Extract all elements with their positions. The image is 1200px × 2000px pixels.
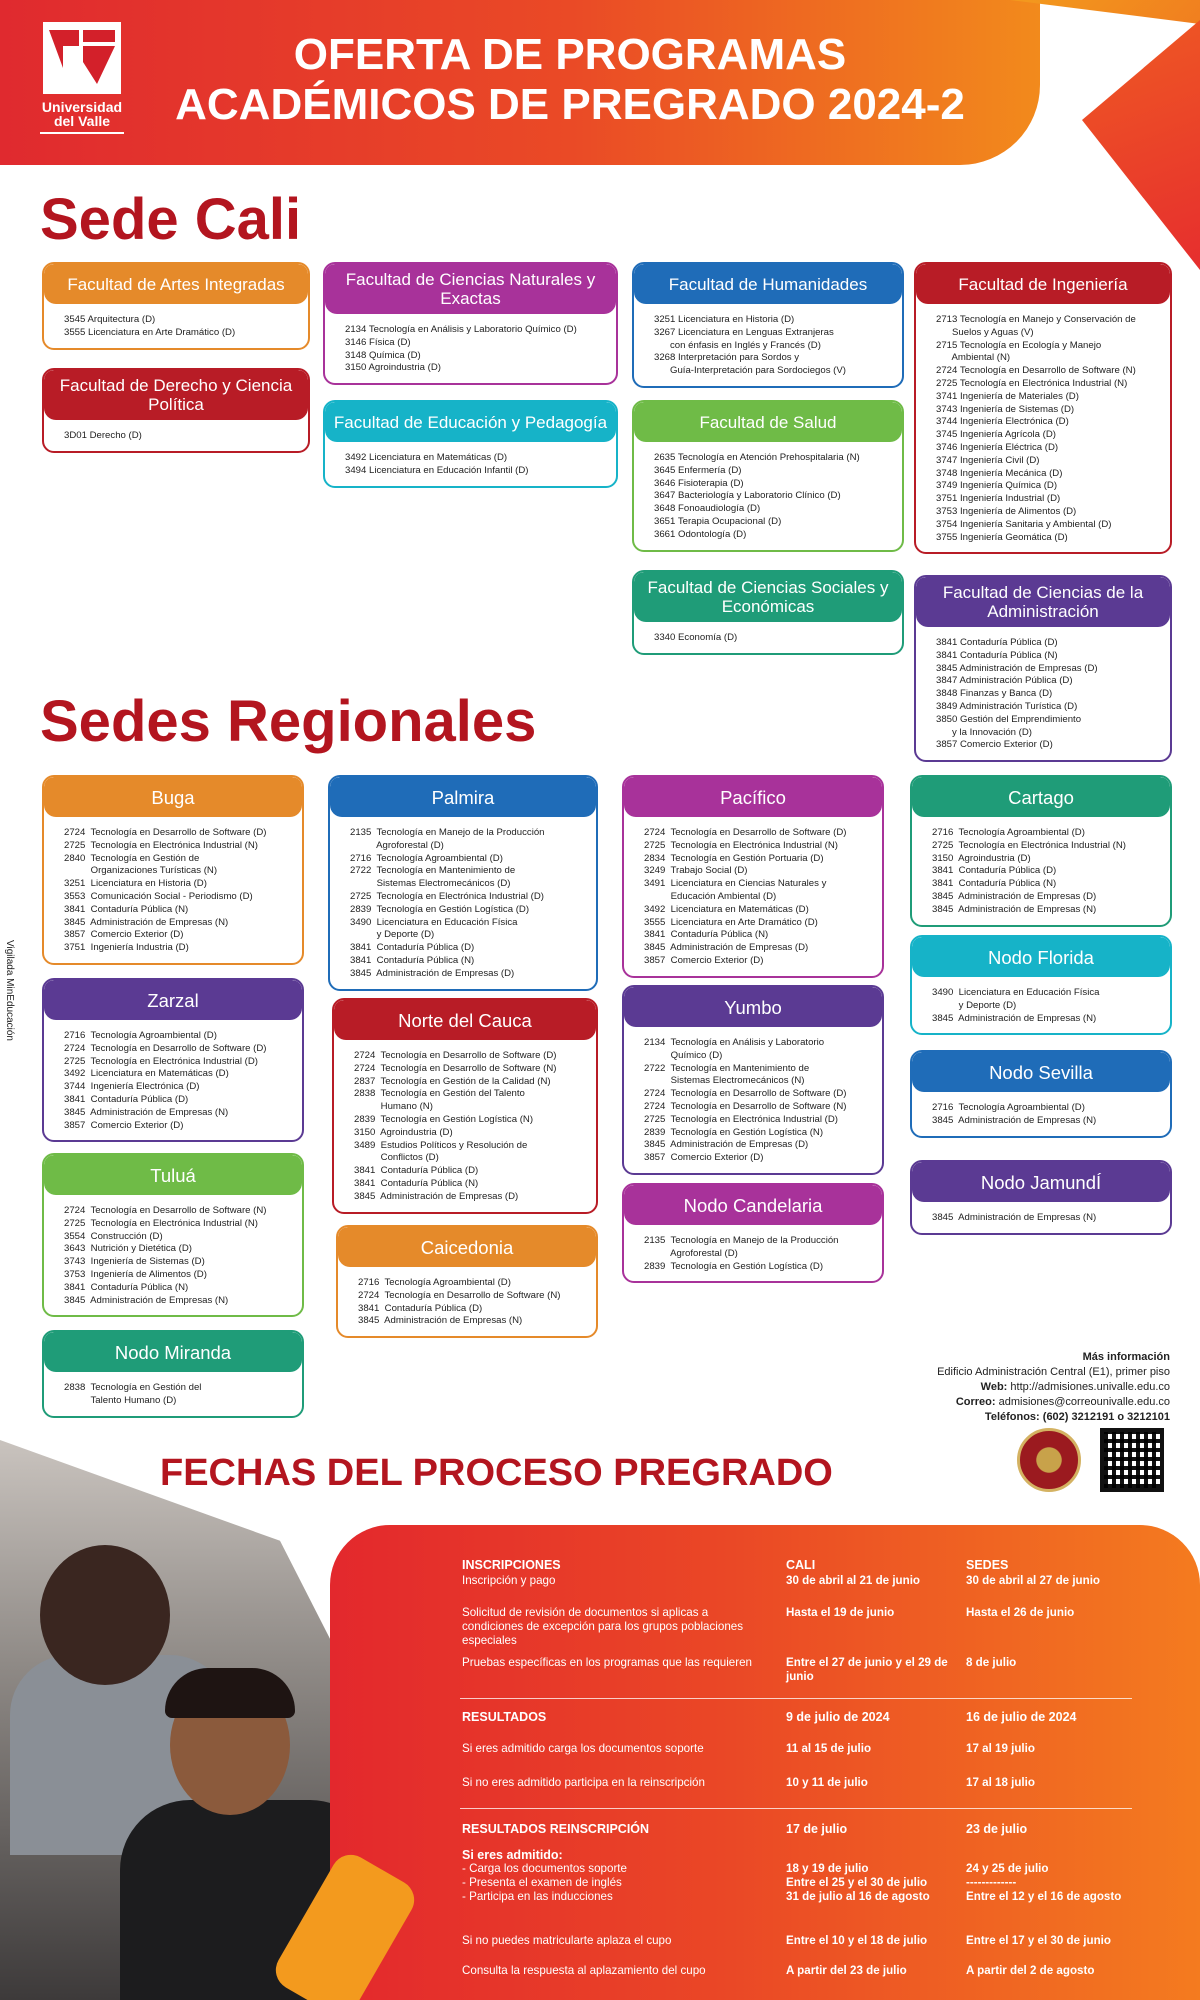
program-item: 2838 Tecnología en Gestión del Talento [354, 1088, 525, 1100]
program-item: 2725 Tecnología en Electrónica Industrial (N) [936, 377, 1128, 389]
program-item: 3857 Comercio Exterior (D) [936, 739, 1053, 751]
qr-code-icon[interactable] [1100, 1428, 1164, 1492]
card-norte-del-cauca [332, 998, 598, 1214]
schedule-cell-c: SEDES [966, 1558, 1009, 1572]
card-heading: Nodo Sevilla [912, 1052, 1170, 1092]
program-list [634, 442, 902, 550]
program-list [912, 977, 1170, 1033]
program-item: 3857 Comercio Exterior (D) [64, 1119, 184, 1131]
program-item: 3841 Contaduría Pública (D) [354, 1165, 479, 1177]
schedule-cell-b: 18 y 19 de julio [786, 1862, 869, 1875]
schedule-cell-a: INSCRIPCIONES [462, 1558, 561, 1572]
program-item: 3841 Contaduría Pública (N) [64, 1281, 189, 1293]
card-heading: Facultad de Ingeniería [916, 264, 1170, 304]
program-item: 2715 Tecnología en Ecología y Manejo [936, 339, 1102, 351]
card-heading: Facultad de Educación y Pedagogía [325, 402, 616, 442]
program-item: 3340 Economía (D) [654, 632, 738, 643]
program-item: 3267 Licenciatura en Lenguas Extranjeras [654, 326, 834, 338]
program-list [916, 304, 1170, 552]
program-list [44, 1020, 302, 1140]
program-item: Suelos y Aguas (V) [936, 326, 1034, 338]
program-item: Sistemas Electromecánicos (N) [644, 1075, 805, 1087]
program-item: Humano (N) [354, 1101, 433, 1113]
program-item: 3841 Contaduría Pública (D) [932, 865, 1057, 877]
card-heading: Caicedonia [338, 1227, 596, 1267]
schedule-cell-a: Consulta la respuesta al aplazamiento del cupo [462, 1964, 706, 1977]
program-item: 2135 Tecnología en Manejo de la Producción [644, 1235, 839, 1246]
program-item: 2724 Tecnología en Desarrollo de Software (N) [644, 1100, 847, 1112]
program-item: 3857 Comercio Exterior (D) [644, 954, 764, 966]
program-item: 3848 Finanzas y Banca (D) [936, 688, 1053, 700]
program-item: 2839 Tecnología en Gestión Logística (N) [644, 1126, 824, 1138]
card-yumbo [622, 985, 884, 1175]
sede-cali-title: Sede Cali [40, 187, 302, 252]
student-hair [165, 1668, 295, 1718]
program-item: 2725 Tecnología en Electrónica Industrial (N) [64, 839, 258, 851]
schedule-cell-c: 8 de julio [966, 1656, 1017, 1669]
program-item: 3841 Contaduría Pública (N) [644, 929, 769, 941]
seal-icon [1017, 1428, 1081, 1492]
program-item: 3150 Agroindustria (D) [345, 362, 441, 374]
program-list [634, 622, 902, 653]
card-heading: Nodo Florida [912, 937, 1170, 977]
schedule-cell-b: 9 de julio de 2024 [786, 1710, 890, 1724]
program-item: 2834 Tecnología en Gestión Portuaria (D) [644, 852, 824, 864]
program-item: 3847 Administración Pública (D) [936, 675, 1073, 687]
program-list [338, 1267, 596, 1336]
program-item: 3251 Licenciatura en Historia (D) [64, 878, 207, 890]
card-nodo-candelaria [622, 1183, 884, 1283]
fechas-title: FECHAS DEL PROCESO PREGRADO [160, 1452, 833, 1494]
program-item: 3555 Licenciatura en Arte Dramático (D) [64, 326, 236, 338]
schedule-cell-c: 17 al 18 julio [966, 1776, 1035, 1789]
program-item: 3845 Administración de Empresas (D) [644, 942, 809, 954]
schedule-cell-a: RESULTADOS REINSCRIPCIÓN [462, 1822, 650, 1836]
schedule-cell-a: Si no puedes matricularte aplaza el cupo [462, 1934, 672, 1947]
program-item: Guía-Interpretación para Sordociegos (V) [654, 365, 846, 377]
schedule-cell-c: ------------- [966, 1876, 1017, 1889]
program-item: 3491 Licenciatura en Ciencias Naturales y [644, 878, 827, 890]
program-item: 3841 Contaduría Pública (D) [358, 1302, 483, 1314]
schedule-cell-b: A partir del 23 de julio [786, 1964, 907, 1977]
card-heading: Yumbo [624, 987, 882, 1027]
program-item: 3753 Ingeniería de Alimentos (D) [936, 505, 1077, 517]
program-item: 3741 Ingeniería de Materiales (D) [936, 390, 1079, 402]
program-item: 3648 Fonoaudiología (D) [654, 503, 761, 515]
card-facultad-de-ciencias-sociales-y-economicas [632, 570, 904, 655]
program-list [44, 420, 308, 451]
program-item: 2724 Tecnología en Desarrollo de Software (D) [354, 1050, 557, 1061]
program-item: 3148 Química (D) [345, 349, 421, 361]
program-item: y la Innovación (D) [936, 726, 1032, 738]
program-item: 3845 Administración de Empresas (N) [64, 916, 229, 928]
program-item: 3857 Comercio Exterior (D) [644, 1152, 764, 1164]
program-item: y Deporte (D) [350, 929, 435, 941]
program-list [912, 1092, 1170, 1136]
schedule-cell-a: - Participa en las inducciones [462, 1890, 613, 1903]
program-item: 3150 Agroindustria (D) [354, 1126, 453, 1138]
schedule-cell-a: Si eres admitido carga los documentos soporte [462, 1742, 704, 1755]
program-item: 3841 Contaduría Pública (D) [936, 637, 1058, 648]
program-item: 3494 Licenciatura en Educación Infantil (D) [345, 464, 529, 476]
program-list [916, 627, 1170, 760]
university-logo [40, 22, 124, 132]
program-item: Organizaciones Turísticas (N) [64, 865, 218, 877]
schedule-cell-c: A partir del 2 de agosto [966, 1964, 1095, 1977]
program-item: 3845 Administración de Empresas (N) [932, 903, 1097, 915]
program-item: 3651 Terapia Ocupacional (D) [654, 515, 782, 527]
program-item: 2725 Tecnología en Electrónica Industrial (N) [932, 839, 1126, 851]
program-list [44, 817, 302, 963]
program-item: 3845 Administración de Empresas (D) [932, 890, 1097, 902]
program-item: 3850 Gestión del Emprendimiento [936, 713, 1082, 725]
schedule-cell-b: Hasta el 19 de junio [786, 1606, 895, 1619]
program-list [44, 1195, 302, 1315]
card-facultad-de-ingenieria [914, 262, 1172, 554]
logo-text: Universidad del Valle [40, 100, 124, 134]
schedule-cell-a: Pruebas específicas en los programas que las requieren [462, 1656, 753, 1669]
program-item: 3845 Administración de Empresas (N) [932, 1012, 1097, 1024]
schedule-cell-b: Entre el 10 y el 18 de julio [786, 1934, 928, 1947]
schedule-cell-a: Si eres admitido: [462, 1848, 563, 1862]
program-item: 3D01 Derecho (D) [64, 430, 142, 441]
program-item: 2725 Tecnología en Electrónica Industrial (D) [64, 1055, 258, 1067]
card-caicedonia [336, 1225, 598, 1338]
card-heading: Norte del Cauca [334, 1000, 596, 1040]
program-item: Agroforestal (D) [350, 839, 444, 851]
card-heading: Cartago [912, 777, 1170, 817]
program-item: 2135 Tecnología en Manejo de la Producción [350, 827, 545, 838]
program-item: 3755 Ingeniería Geomática (D) [936, 531, 1068, 543]
card-heading: Tuluá [44, 1155, 302, 1195]
schedule-cell-b: 17 de julio [786, 1822, 848, 1836]
program-item: 3845 Administración de Empresas (N) [64, 1106, 229, 1118]
program-item: 3647 Bacteriología y Laboratorio Clínico (D) [654, 490, 841, 502]
program-item: 3845 Administración de Empresas (N) [932, 1114, 1097, 1126]
program-item: 3751 Ingeniería Industria (D) [64, 942, 189, 954]
program-item: 2725 Tecnología en Electrónica Industrial (D) [644, 1113, 838, 1125]
card-facultad-de-salud [632, 400, 904, 552]
program-item: 3489 Estudios Políticos y Resolución de [354, 1139, 528, 1151]
card-heading: Nodo JamundÍ [912, 1162, 1170, 1202]
card-heading: Facultad de Humanidades [634, 264, 902, 304]
program-item: 3492 Licenciatura en Matemáticas (D) [64, 1068, 229, 1080]
program-item: 2724 Tecnología en Desarrollo de Software (N) [354, 1062, 557, 1074]
program-item: 3745 Ingeniería Agrícola (D) [936, 429, 1056, 441]
program-item: 3554 Construcción (D) [64, 1230, 163, 1242]
schedule-cell-c: 17 al 19 julio [966, 1742, 1035, 1755]
card-cartago [910, 775, 1172, 927]
program-item: 2724 Tecnología en Desarrollo de Software (D) [64, 1042, 267, 1054]
card-heading: Zarzal [44, 980, 302, 1020]
schedule-cell-b: 31 de julio al 16 de agosto [786, 1890, 930, 1903]
program-item: Químico (D) [644, 1049, 723, 1061]
card-nodo-florida [910, 935, 1172, 1035]
program-item: 2722 Tecnología en Mantenimiento de [644, 1062, 810, 1074]
program-list [912, 1202, 1170, 1233]
card-pacifico [622, 775, 884, 978]
card-facultad-de-humanidades [632, 262, 904, 388]
program-item: 3744 Ingeniería Electrónica (D) [64, 1081, 200, 1093]
program-item: 2716 Tecnología Agroambiental (D) [358, 1277, 511, 1288]
card-heading: Nodo Candelaria [624, 1185, 882, 1225]
program-item: 3553 Comunicación Social - Periodismo (D) [64, 890, 253, 902]
program-item: 3746 Ingeniería Eléctrica (D) [936, 441, 1059, 453]
program-item: 3146 Física (D) [345, 336, 411, 348]
program-item: 3268 Interpretación para Sordos y [654, 352, 800, 364]
program-item: 3845 Administración de Empresas (D) [644, 1139, 809, 1151]
program-item: 3490 Licenciatura en Educación Física [350, 916, 518, 928]
program-item: 2724 Tecnología en Desarrollo de Software (D) [644, 827, 847, 838]
card-heading: Palmira [330, 777, 596, 817]
program-item: 3845 Administración de Empresas (N) [358, 1315, 523, 1327]
schedule-cell-c: 24 y 25 de julio [966, 1862, 1049, 1875]
schedule-cell-a: - Carga los documentos soporte [462, 1862, 627, 1875]
program-item: 2838 Tecnología en Gestión del [64, 1382, 202, 1393]
program-item: 3845 Administración de Empresas (D) [354, 1190, 519, 1202]
schedule-cell-c: 30 de abril al 27 de junio [966, 1574, 1101, 1587]
card-heading: Facultad de Ciencias de la Administración [916, 577, 1170, 627]
program-item: 2722 Tecnología en Mantenimiento de [350, 865, 516, 877]
program-item: Sistemas Electromecánicos (D) [350, 878, 511, 890]
program-item: 2724 Tecnología en Desarrollo de Software (N) [64, 1205, 267, 1216]
program-item: 3841 Contaduría Pública (N) [936, 649, 1058, 661]
card-nodo-sevilla [910, 1050, 1172, 1138]
program-item: 2725 Tecnología en Electrónica Industrial (N) [644, 839, 838, 851]
student-head [40, 1545, 170, 1685]
email-link[interactable]: admisiones@correounivalle.edu.co [995, 1396, 1170, 1408]
program-item: Ambiental (N) [936, 352, 1011, 364]
program-list [634, 304, 902, 386]
program-item: 2134 Tecnología en Análisis y Laboratorio Químico (D) [345, 324, 577, 335]
program-item: 3841 Contaduría Pública (N) [354, 1177, 479, 1189]
logo-mark-icon [43, 22, 121, 94]
program-list [325, 314, 616, 383]
card-heading: Facultad de Ciencias Sociales y Económicas [634, 572, 902, 622]
decor-triangle [1082, 20, 1200, 270]
card-facultad-de-ciencias-naturales-y-exactas [323, 262, 618, 385]
card-facultad-de-ciencias-de-la-administracion [914, 575, 1172, 762]
program-item: 3749 Ingeniería Química (D) [936, 480, 1058, 492]
program-item: 3751 Ingeniería Industrial (D) [936, 493, 1061, 505]
vigilada-note: Vigilada MinEducación [4, 940, 15, 1041]
schedule-cell-b: CALI [786, 1558, 816, 1572]
program-item: 3841 Contaduría Pública (N) [350, 954, 475, 966]
program-item: 2840 Tecnología en Gestión de [64, 852, 200, 864]
program-list [334, 1040, 596, 1212]
program-item: 3251 Licenciatura en Historia (D) [654, 314, 795, 325]
card-facultad-de-educacion-y-pedagogia [323, 400, 618, 488]
program-item: 2839 Tecnología en Gestión Logística (D) [644, 1260, 824, 1272]
card-heading: Pacífico [624, 777, 882, 817]
program-item: 3645 Enfermería (D) [654, 464, 742, 476]
schedule-cell-c: 23 de julio [966, 1822, 1028, 1836]
page-title: OFERTA DE PROGRAMAS ACADÉMICOS DE PREGRADO 2024-2 [175, 30, 965, 129]
schedule-cell-b: 30 de abril al 21 de junio [786, 1574, 921, 1587]
program-item: 2839 Tecnología en Gestión Logística (D) [350, 903, 530, 915]
schedule-cell-b: Entre el 27 de junio y el 29 de junio [786, 1656, 948, 1683]
schedule-cell-a: Solicitud de revisión de documentos si aplicas a condiciones de excepción para los grupos poblaciones especiales [462, 1606, 744, 1647]
program-item: 3845 Administración de Empresas (N) [932, 1212, 1097, 1223]
program-item: 3646 Fisioterapia (D) [654, 477, 744, 489]
schedule-cell-c: Hasta el 26 de junio [966, 1606, 1075, 1619]
divider [460, 1698, 1132, 1699]
program-item: 3747 Ingeniería Civil (D) [936, 454, 1040, 466]
program-item: 2724 Tecnología en Desarrollo de Software (D) [64, 827, 267, 838]
program-item: 3743 Ingeniería de Sistemas (D) [936, 403, 1075, 415]
program-item: 3754 Ingeniería Sanitaria y Ambiental (D) [936, 518, 1112, 530]
card-palmira [328, 775, 598, 991]
card-facultad-de-derecho-y-ciencia-politica [42, 368, 310, 453]
program-item: 2635 Tecnología en Atención Prehospitalaria (N) [654, 452, 860, 463]
program-item: 2839 Tecnología en Gestión Logística (N) [354, 1113, 534, 1125]
program-item: 3841 Contaduría Pública (N) [64, 903, 189, 915]
program-item: Talento Humano (D) [64, 1394, 177, 1406]
schedule-cell-b: 11 al 15 de julio [786, 1742, 872, 1755]
program-item: 2716 Tecnología Agroambiental (D) [350, 852, 503, 864]
program-item: 2716 Tecnología Agroambiental (D) [932, 1102, 1085, 1113]
program-item: 3841 Contaduría Pública (N) [932, 878, 1057, 890]
program-item: 3753 Ingeniería de Alimentos (D) [64, 1268, 207, 1280]
schedule-cell-c: Entre el 12 y el 16 de agosto [966, 1890, 1122, 1903]
schedule-cell-a: Inscripción y pago [462, 1574, 556, 1587]
program-item: 3150 Agroindustria (D) [932, 852, 1031, 864]
program-item: 2724 Tecnología en Desarrollo de Software (D) [644, 1088, 847, 1100]
program-item: 3748 Ingeniería Mecánica (D) [936, 467, 1063, 479]
schedule-cell-a: Si no eres admitido participa en la reinscripción [462, 1776, 705, 1789]
program-item: 3857 Comercio Exterior (D) [64, 929, 184, 941]
card-heading: Buga [44, 777, 302, 817]
program-item: 3490 Licenciatura en Educación Física [932, 987, 1100, 998]
program-list [624, 1225, 882, 1281]
program-item: 2724 Tecnología en Desarrollo de Software (N) [936, 365, 1136, 377]
program-item: 2725 Tecnología en Electrónica Industrial (N) [64, 1217, 258, 1229]
program-item: 3845 Administración de Empresas (D) [936, 662, 1098, 674]
program-item: 3545 Arquitectura (D) [64, 314, 156, 325]
card-heading: Facultad de Artes Integradas [44, 264, 308, 304]
card-facultad-de-artes-integradas [42, 262, 310, 350]
program-item: 3845 Administración de Empresas (N) [64, 1294, 229, 1306]
program-item: 2725 Tecnología en Electrónica Industrial (D) [350, 890, 544, 902]
program-item: 3661 Odontología (D) [654, 528, 747, 540]
schedule-cell-b: 10 y 11 de julio [786, 1776, 868, 1789]
schedule-cell-c: 16 de julio de 2024 [966, 1710, 1077, 1724]
program-item: 3845 Administración de Empresas (D) [350, 967, 515, 979]
contact-info: Más información Edificio Administración Central (E1), primer piso Web: http://admisiones.univalle.edu.co Correo: admisiones@correounivalle.edu.co Teléfonos: (602) 3212191 o 3212101 [937, 1351, 1170, 1423]
schedule-cell-b: Entre el 25 y el 30 de julio [786, 1876, 928, 1889]
schedule-cell-a: RESULTADOS [462, 1710, 547, 1724]
program-item: 3249 Trabajo Social (D) [644, 865, 748, 877]
program-item: 2716 Tecnología Agroambiental (D) [932, 827, 1085, 838]
program-item: 3492 Licenciatura en Matemáticas (D) [345, 452, 508, 463]
program-list [624, 817, 882, 976]
program-item: 3492 Licenciatura en Matemáticas (D) [644, 903, 809, 915]
card-nodo-jamundi [910, 1160, 1172, 1235]
card-heading: Nodo Miranda [44, 1332, 302, 1372]
program-list [44, 1372, 302, 1416]
program-list [624, 1027, 882, 1173]
sedes-regionales-title: Sedes Regionales [40, 689, 537, 754]
program-item: 2134 Tecnología en Análisis y Laboratorio [644, 1037, 825, 1048]
program-item: 3744 Ingeniería Electrónica (D) [936, 416, 1069, 428]
schedule-band [330, 1525, 1200, 2000]
program-list [912, 817, 1170, 925]
program-item: con énfasis en Inglés y Francés (D) [654, 339, 821, 351]
program-item: 2716 Tecnología Agroambiental (D) [64, 1030, 217, 1041]
program-item: 3743 Ingeniería de Sistemas (D) [64, 1256, 205, 1268]
program-item: 2724 Tecnología en Desarrollo de Software (N) [358, 1289, 561, 1301]
program-item: Educación Ambiental (D) [644, 890, 777, 902]
program-list [44, 304, 308, 348]
header-banner [0, 0, 1040, 165]
program-item: 3643 Nutrición y Dietética (D) [64, 1243, 192, 1255]
program-item: y Deporte (D) [932, 999, 1017, 1011]
program-list [330, 817, 596, 989]
divider [460, 1808, 1132, 1809]
card-buga [42, 775, 304, 965]
card-nodo-miranda [42, 1330, 304, 1418]
program-item: 3841 Contaduría Pública (D) [350, 942, 475, 954]
program-item: 3555 Licenciatura en Arte Dramático (D) [644, 916, 818, 928]
card-zarzal [42, 978, 304, 1142]
program-list [325, 442, 616, 486]
schedule-cell-c: Entre el 17 y el 30 de junio [966, 1934, 1111, 1947]
schedule-cell-a: - Presenta el examen de inglés [462, 1876, 622, 1889]
card-tulua [42, 1153, 304, 1317]
program-item: 2713 Tecnología en Manejo y Conservación de [936, 314, 1136, 325]
program-item: Conflictos (D) [354, 1152, 439, 1164]
program-item: Agroforestal (D) [644, 1247, 738, 1259]
card-heading: Facultad de Ciencias Naturales y Exactas [325, 264, 616, 314]
program-item: 2837 Tecnología en Gestión de la Calidad (N) [354, 1075, 551, 1087]
card-heading: Facultad de Salud [634, 402, 902, 442]
program-item: 3849 Administración Turística (D) [936, 700, 1078, 712]
web-link[interactable]: http://admisiones.univalle.edu.co [1007, 1381, 1170, 1393]
card-heading: Facultad de Derecho y Ciencia Política [44, 370, 308, 420]
program-item: 3841 Contaduría Pública (D) [64, 1093, 189, 1105]
